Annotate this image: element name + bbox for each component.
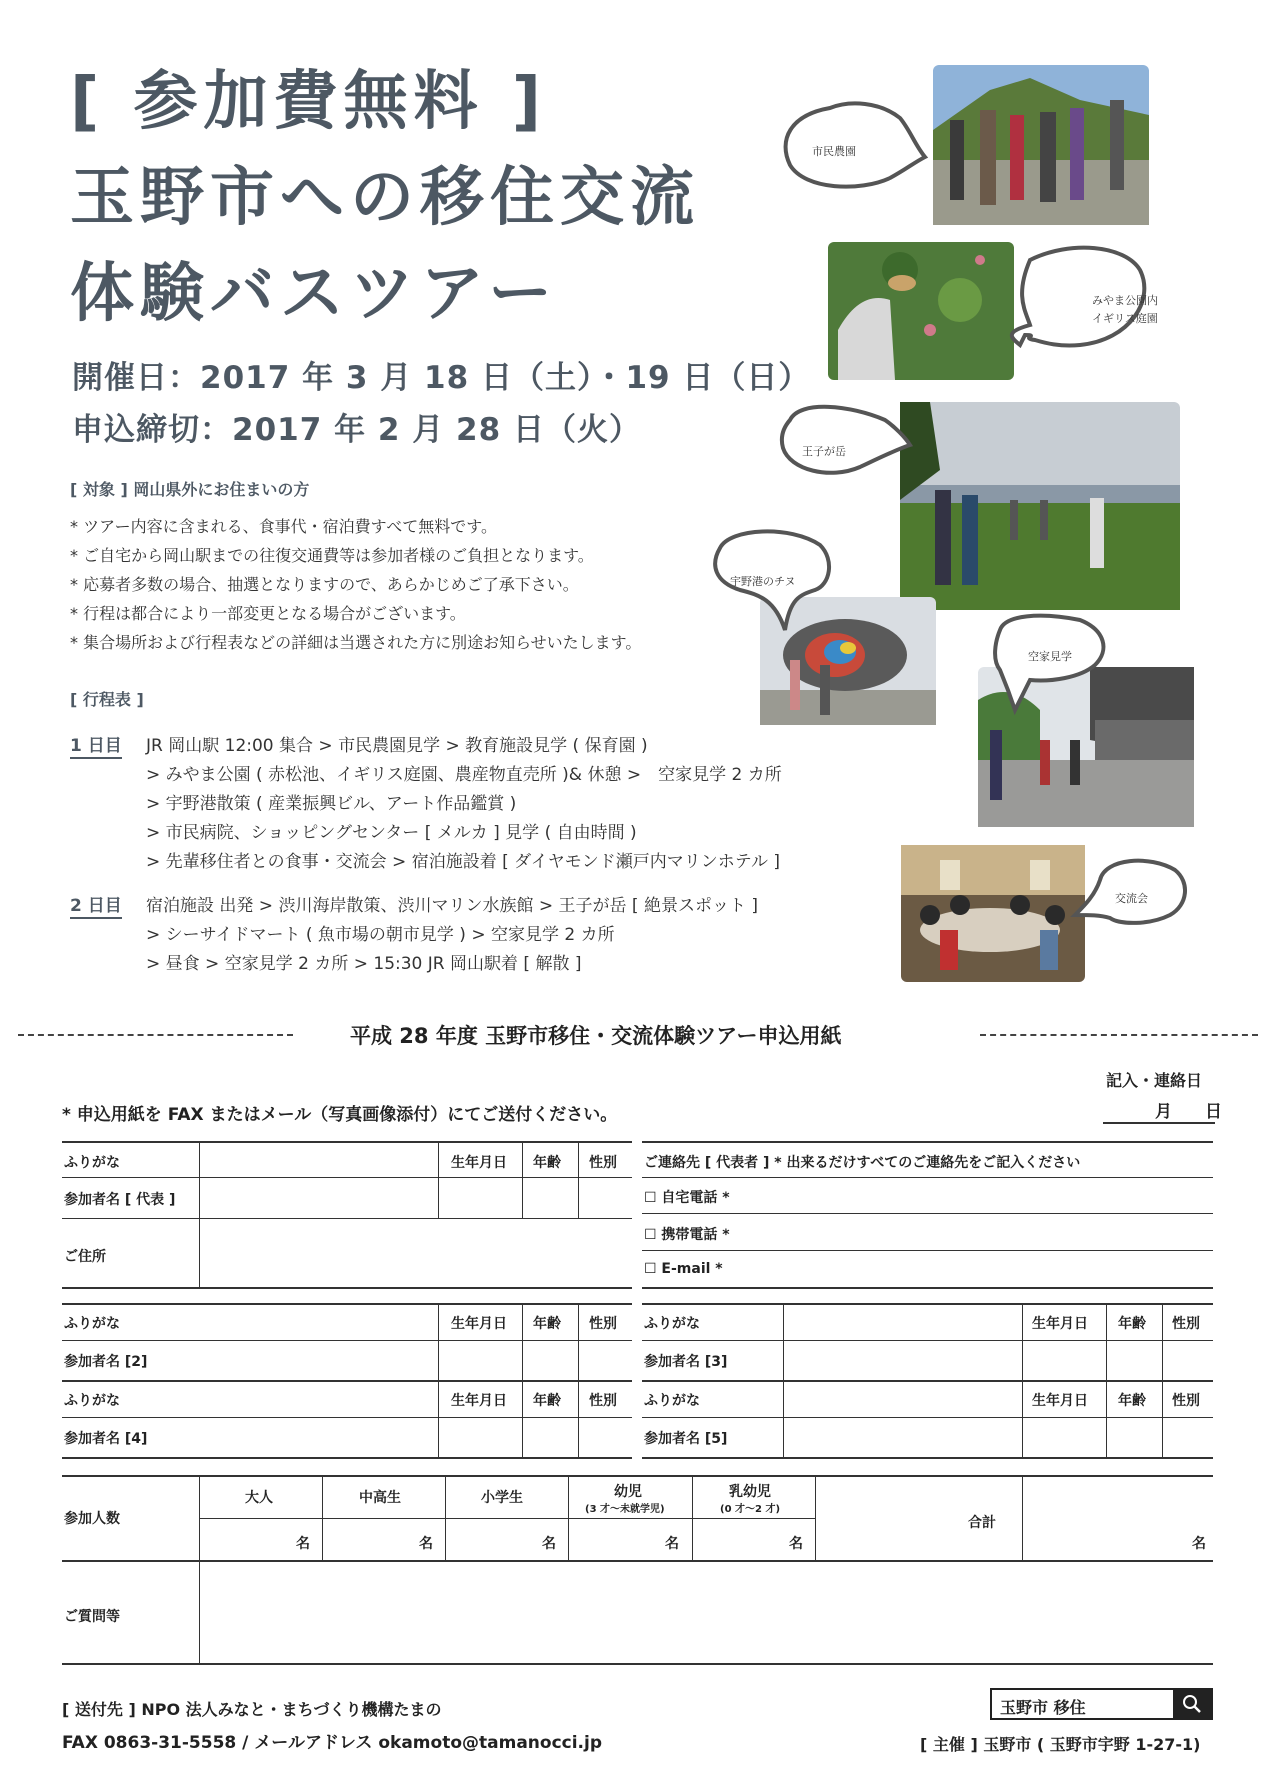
gender-label-4: 性別: [589, 1393, 617, 1409]
day2-label: 2 日目: [70, 891, 122, 919]
day2-line-3: > 昼食 > 空家見学 2 カ所 > 15:30 JR 岡山駅着 [ 解散 ]: [146, 954, 582, 974]
participant-4-label: 参加者名 [4]: [64, 1431, 148, 1447]
rep-name-label: 参加者名 [ 代表 ]: [64, 1192, 176, 1208]
age-label-4: 年齢: [533, 1393, 561, 1409]
date-underline: [1103, 1122, 1215, 1124]
age-label-3: 年齢: [1118, 1316, 1146, 1332]
furigana-label-5: ふりがな: [644, 1393, 700, 1409]
birth-label-3: 生年月日: [1032, 1316, 1088, 1332]
age-label-5: 年齢: [1118, 1393, 1146, 1409]
photo-party: [901, 845, 1085, 982]
note-2: * ご自宅から岡山駅までの往復交通費等は参加者様のご負担となります。: [70, 546, 594, 565]
divider-right: [980, 1034, 1258, 1036]
birth-label-2: 生年月日: [451, 1316, 507, 1332]
organizer: [ 主催 ] 玉野市 ( 玉野市宇野 1-27-1): [920, 1735, 1201, 1754]
title-line-3: 体験バスツアー: [70, 257, 559, 331]
adult-label: 大人: [245, 1490, 273, 1506]
furigana-label-3: ふりがな: [644, 1316, 700, 1332]
questions-label: ご質問等: [64, 1609, 120, 1625]
headcount-label: 参加人数: [64, 1511, 120, 1527]
infant-unit: 名: [789, 1536, 803, 1552]
total-unit: 名: [1192, 1536, 1206, 1552]
furigana-label: ふりがな: [64, 1155, 120, 1171]
target-audience: [ 対象 ] 岡山県外にお住まいの方: [70, 480, 310, 499]
infant-label: 乳幼児: [729, 1484, 771, 1500]
day2-line-1: 宿泊施設 出発 > 渋川海岸散策、渋川マリン水族館 > 王子が岳 [ 絶景スポット ]: [146, 896, 758, 916]
schedule-heading: [ 行程表 ]: [70, 690, 144, 709]
age-label-2: 年齢: [533, 1316, 561, 1332]
home-phone-checkbox[interactable]: ☐ 自宅電話 *: [644, 1190, 730, 1206]
gender-label-5: 性別: [1172, 1393, 1200, 1409]
search-icon: [1173, 1690, 1211, 1718]
participant-2-label: 参加者名 [2]: [64, 1354, 148, 1370]
day1-line-1: JR 岡山駅 12:00 集合 > 市民農園見学 > 教育施設見学 ( 保育園 ): [146, 736, 648, 756]
caption-farm: 市民農園: [812, 145, 856, 158]
note-4: * 行程は都合により一部変更となる場合がございます。: [70, 604, 466, 623]
toddler-unit: 名: [665, 1536, 679, 1552]
caption-party: 交流会: [1115, 892, 1148, 905]
middle-high-label: 中高生: [359, 1490, 401, 1506]
note-1: * ツアー内容に含まれる、食事代・宿泊費すべて無料です。: [70, 517, 498, 536]
caption-park: みやま公園内: [1092, 294, 1158, 307]
form-title: 平成 28 年度 玉野市移住・交流体験ツアー申込用紙: [350, 1024, 842, 1048]
day1-line-3: > 宇野港散策 ( 産業振興ビル、アート作品鑑賞 ): [146, 794, 517, 814]
divider-left: [18, 1034, 293, 1036]
day1-line-4: > 市民病院、ショッピングセンター [ メルカ ] 見学 ( 自由時間 ): [146, 823, 637, 843]
gender-label: 性別: [589, 1155, 617, 1171]
birth-label-5: 生年月日: [1032, 1393, 1088, 1409]
date-label: 記入・連絡日: [1106, 1071, 1203, 1090]
day1-label: 1 日目: [70, 731, 122, 759]
elementary-unit: 名: [542, 1536, 556, 1552]
form-instruction: * 申込用紙を FAX またはメール（写真画像添付）にてご送付ください。: [62, 1105, 618, 1125]
gender-label-2: 性別: [589, 1316, 617, 1332]
contact-info[interactable]: FAX 0863-31-5558 / メールアドレス okamoto@tamanocci.jp: [62, 1733, 603, 1753]
infant-sub: (0 才～2 才): [720, 1504, 781, 1515]
deadline: 申込締切：2017 年 2 月 28 日（火）: [72, 412, 641, 448]
caption-house: 空家見学: [1028, 650, 1072, 663]
photo-farm: [933, 65, 1149, 225]
photo-garden: [828, 242, 1014, 380]
toddler-sub: (3 才～未就学児): [585, 1504, 665, 1515]
photo-hill: [900, 402, 1180, 610]
address-label: ご住所: [64, 1249, 106, 1265]
email-checkbox[interactable]: ☐ E-mail *: [644, 1261, 723, 1277]
furigana-label-4: ふりがな: [64, 1393, 120, 1409]
birth-label: 生年月日: [451, 1155, 507, 1171]
total-label: 合計: [968, 1515, 996, 1531]
middle-high-unit: 名: [419, 1536, 433, 1552]
adult-unit: 名: [296, 1536, 310, 1552]
title-line-1: [ 参加費無料 ]: [70, 65, 548, 139]
toddler-label: 幼児: [614, 1484, 642, 1500]
caption-fish: 宇野港のチヌ: [730, 575, 796, 588]
day2-line-2: > シーサイドマート ( 魚市場の朝市見学 ) > 空家見学 2 カ所: [146, 925, 615, 945]
contact-heading: ご連絡先 [ 代表者 ] * 出来るだけすべてのご連絡先をご記入ください: [644, 1155, 1081, 1171]
bubble-3: [782, 407, 910, 473]
day1-line-5: > 先輩移住者との食事・交流会 > 宿泊施設着 [ ダイヤモンド瀬戸内マリンホテル ]: [146, 852, 780, 872]
age-label: 年齢: [533, 1155, 561, 1171]
search-button[interactable]: [1173, 1690, 1211, 1718]
search-text: 玉野市 移住: [1000, 1698, 1086, 1717]
event-date: 開催日：2017 年 3 月 18 日（土）・19 日（日）: [72, 360, 811, 396]
send-to: [ 送付先 ] NPO 法人みなと・まちづくり機構たまの: [62, 1700, 442, 1719]
note-3: * 応募者多数の場合、抽選となりますので、あらかじめご了承下さい。: [70, 575, 579, 594]
caption-garden: イギリス庭園: [1092, 312, 1158, 325]
participant-5-label: 参加者名 [5]: [644, 1431, 728, 1447]
gender-label-3: 性別: [1172, 1316, 1200, 1332]
birth-label-4: 生年月日: [451, 1393, 507, 1409]
note-5: * 集合場所および行程表などの詳細は当選された方に別途お知らせいたします。: [70, 633, 642, 652]
participant-3-label: 参加者名 [3]: [644, 1354, 728, 1370]
date-fields[interactable]: 月 日: [1155, 1102, 1230, 1122]
caption-hill: 王子が岳: [802, 445, 846, 458]
day1-line-2: > みやま公園 ( 赤松池、イギリス庭園、農産物直売所 )& 休憩 > 空家見学 2 カ所: [146, 765, 782, 785]
title-line-2: 玉野市への移住交流: [70, 161, 700, 235]
furigana-label-2: ふりがな: [64, 1316, 120, 1332]
mobile-checkbox[interactable]: ☐ 携帯電話 *: [644, 1227, 730, 1243]
elementary-label: 小学生: [481, 1490, 523, 1506]
search-box[interactable]: [990, 1688, 1213, 1720]
